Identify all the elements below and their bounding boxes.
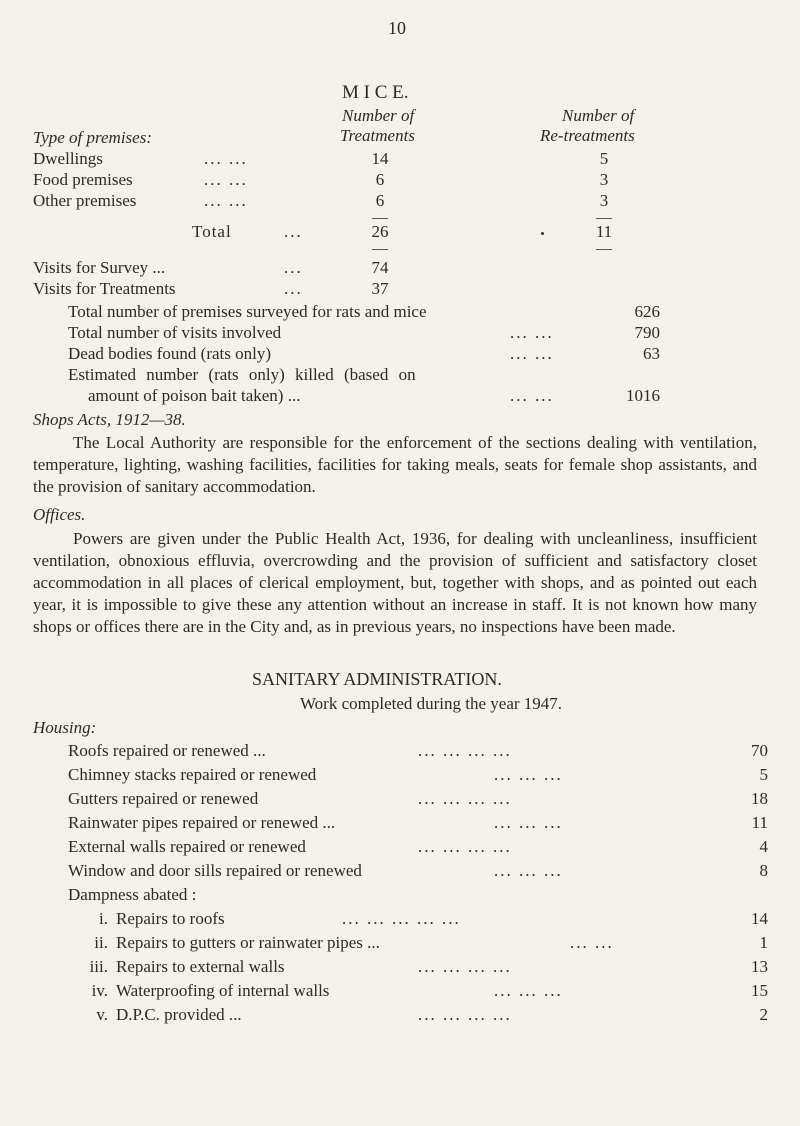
dampness-label: Repairs to external walls — [116, 957, 285, 976]
divider — [596, 249, 612, 250]
dampness-num: iii. — [89, 957, 108, 976]
shops-heading: Shops Acts, 1912—38. — [33, 410, 186, 429]
housing-item-dots: ... ... ... — [494, 861, 563, 880]
housing-item-value: 4 — [759, 837, 768, 856]
estimated-line1: Estimated number (rats only) killed (based on — [68, 365, 416, 384]
dampness-label: Waterproofing of internal walls — [116, 981, 330, 1000]
mice-row-label: Food premises — [33, 170, 133, 189]
housing-item-label: Chimney stacks repaired or renewed — [68, 765, 317, 784]
mice-row-retreatments: 5 — [599, 149, 609, 168]
housing-item-label: Window and door sills repaired or renewed — [68, 861, 362, 880]
dampness-value: 14 — [751, 909, 768, 928]
mice-total-treatments: 26 — [371, 222, 389, 241]
housing-item-value: 8 — [759, 861, 768, 880]
summary-label: Dead bodies found (rats only) — [68, 344, 272, 363]
dampness-value: 13 — [751, 957, 768, 976]
sanitary-subtitle: Work completed during the year 1947. — [300, 694, 563, 713]
visits-dots: ... — [284, 258, 303, 277]
dampness-dots: ... ... ... ... ... — [342, 909, 461, 928]
dampness-value: 1 — [759, 933, 768, 952]
dampness-num: i. — [99, 909, 108, 928]
housing-item-value: 5 — [759, 765, 768, 784]
housing-item-dots: ... ... ... ... — [418, 837, 512, 856]
housing-item-label: External walls repaired or renewed — [68, 837, 306, 856]
summary-value: 790 — [634, 323, 660, 342]
mice-row-treatments: 6 — [375, 191, 385, 210]
mice-row-retreatments: 3 — [599, 191, 609, 210]
bullet-dot — [541, 232, 544, 235]
summary-label: Total number of visits involved — [68, 323, 282, 342]
mice-total-label: Total — [192, 222, 232, 241]
summary-value: 626 — [634, 302, 660, 321]
housing-item-dots: ... ... ... — [494, 813, 563, 832]
sanitary-title: SANITARY ADMINISTRATION. — [252, 669, 502, 689]
divider — [596, 218, 612, 219]
dampness-heading: Dampness abated : — [68, 885, 197, 904]
mice-total-retreatments: 11 — [595, 222, 613, 241]
summary-value: 63 — [643, 344, 660, 363]
dampness-num: iv. — [91, 981, 108, 1000]
visits-dots: ... — [284, 279, 303, 298]
visits-label: Visits for Treatments — [33, 279, 176, 298]
offices-paragraph — [33, 528, 757, 638]
mice-title: M I C E. — [342, 82, 409, 103]
dampness-num: ii. — [94, 933, 108, 952]
visits-label: Visits for Survey ... — [33, 258, 166, 277]
mice-row-dots: ... ... — [204, 170, 248, 189]
housing-item-dots: ... ... ... — [494, 765, 563, 784]
col-type-of-premises: Type of premises: — [33, 128, 152, 147]
visits-value: 37 — [371, 279, 389, 298]
col-retreatments-line2: Re-treatments — [540, 126, 635, 145]
mice-total-dots: ... — [284, 222, 303, 241]
dampness-num: v. — [96, 1005, 108, 1024]
dampness-dots: ... ... ... ... — [418, 957, 512, 976]
summary-dots: ... ... — [510, 323, 554, 342]
mice-row-treatments: 14 — [371, 149, 389, 168]
divider — [372, 249, 388, 250]
estimated-line2: amount of poison bait taken) ... — [88, 386, 301, 405]
dampness-label: Repairs to roofs — [116, 909, 225, 928]
housing-item-value: 70 — [751, 741, 768, 760]
mice-row-label: Other premises — [33, 191, 137, 210]
col-treatments-line1: Number of — [342, 106, 415, 125]
page-number: 10 — [388, 18, 406, 38]
housing-heading: Housing: — [33, 718, 97, 737]
mice-row-dots: ... ... — [204, 149, 248, 168]
mice-row-label: Dwellings — [33, 149, 103, 168]
offices-heading: Offices. — [33, 505, 86, 524]
summary-label: Total number of premises surveyed for rats and mice — [68, 302, 427, 321]
dampness-label: Repairs to gutters or rainwater pipes ... — [116, 933, 380, 952]
mice-row-treatments: 6 — [375, 170, 385, 189]
dampness-dots: ... ... ... — [494, 981, 563, 1000]
housing-item-label: Rainwater pipes repaired or renewed ... — [68, 813, 336, 832]
housing-item-dots: ... ... ... ... — [418, 741, 512, 760]
offices-text: Powers are given under the Public Health Act, 1936, for dealing with uncleanliness, insufficient ventilation, obnoxious effluvia, overcrowding and the provision of sufficient and satisfactory closet accommodation in all places of clerical employment, but, together with shops, and as pointed out each year, it is impossible to give these any attention without an increase in staff. It is not known how many shops or offices there are in the City and, as in previous years, no inspections have been made. — [33, 529, 757, 636]
housing-item-value: 11 — [751, 813, 768, 832]
visits-value: 74 — [371, 258, 389, 277]
divider — [372, 218, 388, 219]
dampness-label: D.P.C. provided ... — [116, 1005, 242, 1024]
mice-row-retreatments: 3 — [599, 170, 609, 189]
estimated-dots: ... ... — [510, 386, 554, 405]
dampness-value: 2 — [759, 1005, 768, 1024]
col-treatments-line2: Treatments — [340, 126, 415, 145]
summary-dots: ... ... — [510, 344, 554, 363]
mice-row-dots: ... ... — [204, 191, 248, 210]
housing-item-label: Roofs repaired or renewed ... — [68, 741, 266, 760]
housing-item-dots: ... ... ... ... — [418, 789, 512, 808]
housing-item-value: 18 — [751, 789, 768, 808]
dampness-dots: ... ... ... ... — [418, 1005, 512, 1024]
shops-paragraph — [33, 432, 757, 498]
dampness-value: 15 — [751, 981, 768, 1000]
col-retreatments-line1: Number of — [562, 106, 635, 125]
dampness-dots: ... ... — [570, 933, 614, 952]
estimated-value: 1016 — [626, 386, 660, 405]
housing-item-label: Gutters repaired or renewed — [68, 789, 259, 808]
shops-text: The Local Authority are responsible for the enforcement of the sections dealing with ventilation, temperature, lighting, washing facilities, facilities for taking meals, seats for female shop assistants, and the provision of sanitary accommodation. — [33, 433, 757, 496]
